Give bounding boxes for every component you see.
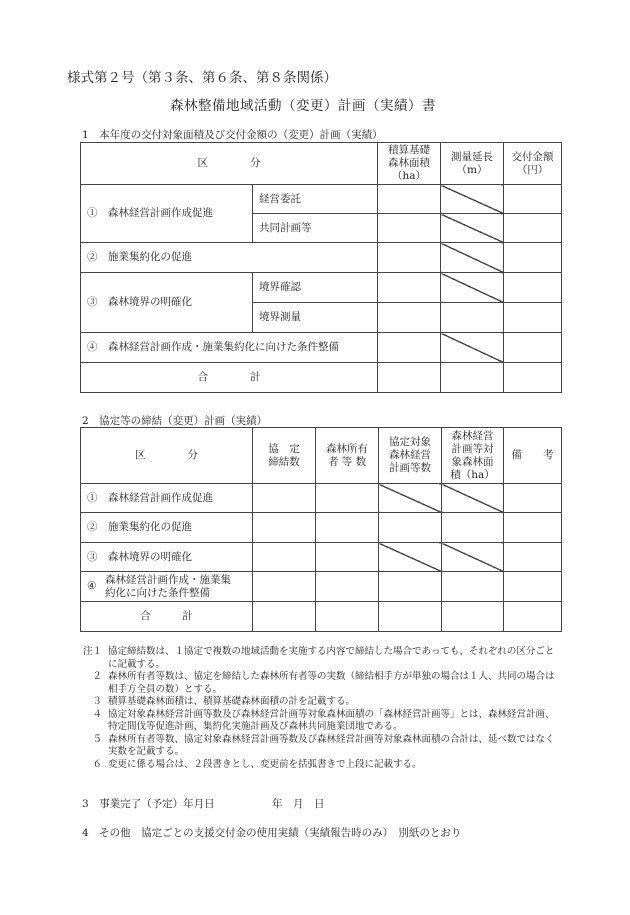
owner-count-cell[interactable] [316, 543, 379, 572]
note-item: ５ 森林所有者等数、協定対象森林経営計画等数及び森林経営計画等対象森林面積の合計は、延べ数ではなく実数を記載する。 [92, 733, 555, 757]
note-item: ４ 協定対象森林経営計画等数及び森林経営計画等対象森林面積の「森林経営計画等」とは、森林経営計画、特定間伐等促進計画、集約化実施計画及び森林共同施業団地である。 [92, 708, 555, 732]
table-row [81, 484, 562, 513]
table-row [81, 513, 562, 543]
table-row [81, 543, 562, 572]
survey-length-header: 測量延長 （m） [441, 143, 504, 185]
table-row [81, 273, 562, 303]
table-row [81, 243, 562, 273]
amount-cell[interactable] [504, 243, 562, 273]
slashed-cell [441, 243, 504, 273]
table-row [81, 185, 562, 214]
area-cell[interactable] [378, 363, 441, 393]
document-title: 森林整備地域活動（変更）計画（実績）書 [170, 98, 436, 114]
plan-area-cell[interactable] [442, 602, 504, 632]
slashed-cell [442, 484, 504, 513]
plan-area-header: 森林経営 計画等対 象森林面 積（ha） [442, 428, 504, 484]
row-consolidation: ② 施業集約化の促進 [81, 513, 253, 543]
slashed-cell [441, 333, 504, 363]
section2-heading: 2 協定等の締結（変更）計画（実績） [82, 415, 268, 427]
row-forest-plan: ① 森林経営計画作成促進 [81, 185, 253, 243]
owner-count-cell[interactable] [316, 572, 379, 602]
grant-amount-header: 交付金額 （円） [504, 143, 562, 185]
area-cell[interactable] [378, 185, 441, 214]
row-management-consignment: 経営委託 [253, 185, 378, 214]
amount-cell[interactable] [504, 363, 562, 393]
agreement-count-cell[interactable] [253, 484, 316, 513]
owner-count-cell[interactable] [316, 513, 379, 543]
amount-cell[interactable] [504, 333, 562, 363]
row-total: 合 計 [81, 602, 253, 632]
remarks-cell[interactable] [504, 602, 562, 632]
row-total: 合 計 [81, 363, 378, 393]
slashed-cell [379, 484, 442, 513]
length-cell[interactable] [441, 363, 504, 393]
amount-cell[interactable] [504, 273, 562, 303]
division-header: 区 分 [81, 143, 378, 185]
remarks-cell[interactable] [504, 543, 562, 572]
target-plan-count-cell[interactable] [379, 513, 442, 543]
remarks-cell[interactable] [504, 484, 562, 513]
row-boundary-survey: 境界測量 [253, 303, 378, 333]
agreement-count-cell[interactable] [253, 572, 316, 602]
slashed-cell [379, 543, 442, 572]
row-boundary: ③ 森林境界の明確化 [81, 273, 253, 333]
section1-header-row [81, 143, 562, 185]
division-header: 区 分 [81, 428, 253, 484]
form-number: 様式第２号（第３条、第６条、第８条関係） [67, 70, 337, 86]
target-plan-count-cell[interactable] [379, 572, 442, 602]
note-item: ６ 変更に係る場合は、２段書きとし、変更前を括弧書きで上段に記載する。 [92, 758, 422, 770]
plan-area-cell[interactable] [442, 572, 504, 602]
table-row [81, 602, 562, 632]
other-item: 4 その他 協定ごとの支援交付金の使用実績（実績報告時のみ） 別紙のとおり [82, 827, 462, 839]
slashed-cell [441, 273, 504, 303]
row-forest-plan: ① 森林経営計画作成促進 [81, 484, 253, 513]
area-cell[interactable] [378, 243, 441, 273]
agreement-count-cell[interactable] [253, 513, 316, 543]
remarks-header: 備 考 [504, 428, 562, 484]
section2-table [80, 427, 562, 632]
row-consolidation: ② 施業集約化の促進 [81, 243, 378, 273]
owner-count-cell[interactable] [316, 602, 379, 632]
completion-date-label: 3 事業完了（予定）年月日 [82, 798, 215, 810]
area-cell[interactable] [378, 333, 441, 363]
length-cell[interactable] [441, 303, 504, 333]
section1-heading: 1 本年度の交付対象面積及び交付金額の（変更）計画（実績） [82, 129, 383, 141]
slashed-cell [441, 185, 504, 214]
amount-cell[interactable] [504, 185, 562, 214]
notes [82, 646, 560, 771]
remarks-cell[interactable] [504, 572, 562, 602]
slashed-cell [441, 214, 504, 243]
note-item: ３ 積算基礎森林面積は、積算基礎森林面積の計を記載する。 [92, 696, 356, 707]
section1-table [80, 142, 562, 393]
area-cell[interactable] [378, 214, 441, 243]
agreement-count-header: 協 定 締結数 [253, 428, 316, 484]
agreement-count-cell[interactable] [253, 543, 316, 572]
table-row [81, 333, 562, 363]
target-plan-count-cell[interactable] [379, 602, 442, 632]
section2-header-row [81, 428, 562, 484]
row-joint-plan: 共同計画等 [253, 214, 378, 243]
note-item: ２ 森林所有者等数は、協定を締結した森林所有者等の実数（締結相手方が単独の場合は１人、共同の場合は相手方全員の数）とする。 [92, 671, 555, 695]
remarks-cell[interactable] [504, 513, 562, 543]
amount-cell[interactable] [504, 303, 562, 333]
row-conditions: ④ 森林経営計画作成・施業集約化に向けた条件整備 [81, 333, 378, 363]
slashed-cell [442, 543, 504, 572]
table-row [81, 572, 562, 602]
amount-cell[interactable] [504, 214, 562, 243]
row-boundary-confirm: 境界確認 [253, 273, 378, 303]
calc-area-header: 積算基礎 森林面積 （ha） [378, 143, 441, 185]
agreement-count-cell[interactable] [253, 602, 316, 632]
owner-count-header: 森林所有 者 等 数 [316, 428, 379, 484]
row-conditions: ④ 森林経営計画作成・施業集 約化に向けた条件整備 [81, 572, 253, 602]
table-row [81, 363, 562, 393]
completion-date-field[interactable]: 年 月 日 [272, 798, 325, 810]
plan-area-cell[interactable] [442, 513, 504, 543]
target-plan-count-header: 協定対象 森林経営 計画等数 [379, 428, 442, 484]
owner-count-cell[interactable] [316, 484, 379, 513]
area-cell[interactable] [378, 273, 441, 303]
note-item: 注１ 協定締結数は、１協定で複数の地域活動を実施する内容で締結した場合であっても、それぞれの区分ごとに記載する。 [82, 646, 555, 670]
area-cell[interactable] [378, 303, 441, 333]
row-boundary: ③ 森林境界の明確化 [81, 543, 253, 572]
